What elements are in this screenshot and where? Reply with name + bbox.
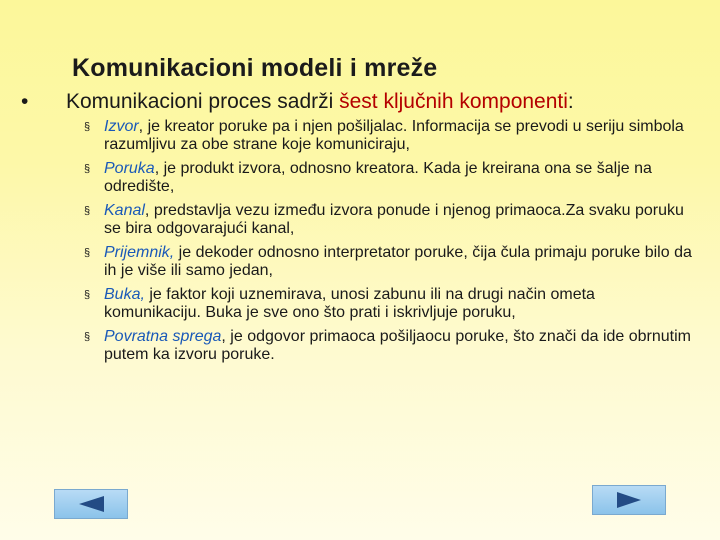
list-item bbox=[84, 244, 696, 280]
component-term: Poruka bbox=[104, 160, 155, 177]
triangle-right-icon bbox=[614, 491, 644, 509]
list-item bbox=[84, 202, 696, 238]
component-term: Kanal bbox=[104, 202, 145, 219]
component-term: Izvor bbox=[104, 118, 139, 135]
list-item bbox=[84, 118, 696, 154]
square-bullet-icon: § bbox=[84, 247, 91, 259]
slide-title: Komunikacioni modeli i mreže bbox=[72, 54, 438, 82]
component-description: , je produkt izvora, odnosno kreatora. Kada je kreirana ona se šalje na odredište, bbox=[104, 160, 652, 195]
previous-slide-button[interactable] bbox=[54, 489, 128, 519]
component-term: Povratna sprega bbox=[104, 328, 222, 345]
main-bullet-accent: šest ključnih komponenti bbox=[339, 90, 568, 113]
component-term: Buka, bbox=[104, 286, 145, 303]
component-term: Prijemnik, bbox=[104, 244, 175, 261]
next-slide-button[interactable] bbox=[592, 485, 666, 515]
component-description: , predstavlja vezu između izvora ponude i njenog primaoca.Za svaku poruku se bira odgovarajući kanal, bbox=[104, 202, 684, 237]
main-bullet bbox=[18, 90, 708, 114]
list-item bbox=[84, 160, 696, 196]
square-bullet-icon: § bbox=[84, 289, 91, 301]
square-bullet-icon: § bbox=[84, 121, 91, 133]
square-bullet-icon: § bbox=[84, 331, 91, 343]
square-bullet-icon: § bbox=[84, 205, 91, 217]
main-bullet-colon: : bbox=[567, 90, 574, 113]
main-bullet-lead: Komunikacioni proces sadrži bbox=[66, 90, 340, 113]
list-item bbox=[84, 328, 696, 364]
component-description: , je odgovor primaoca pošiljaocu poruke, što znači da ide obrnutim putem ka izvoru poruke. bbox=[104, 328, 691, 363]
main-bullet-text bbox=[66, 90, 574, 114]
component-description: je faktor koji uznemirava, unosi zabunu ili na drugi način ometa komunikaciju. Buka je sve ono što prati i iskrivljuje poruku, bbox=[104, 286, 595, 321]
component-list bbox=[84, 118, 696, 370]
square-bullet-icon: § bbox=[84, 163, 91, 175]
list-item bbox=[84, 286, 696, 322]
triangle-left-icon bbox=[76, 495, 106, 513]
component-description: , je kreator poruke pa i njen pošiljalac. Informacija se prevodi u seriju simbola razumljivu za obe strane koje komuniciraju, bbox=[104, 118, 684, 153]
component-description: je dekoder odnosno interpretator poruke, čija čula primaju poruke bilo da ih je više ili samo jedan, bbox=[104, 244, 692, 279]
main-bullet-marker: • bbox=[21, 90, 29, 113]
